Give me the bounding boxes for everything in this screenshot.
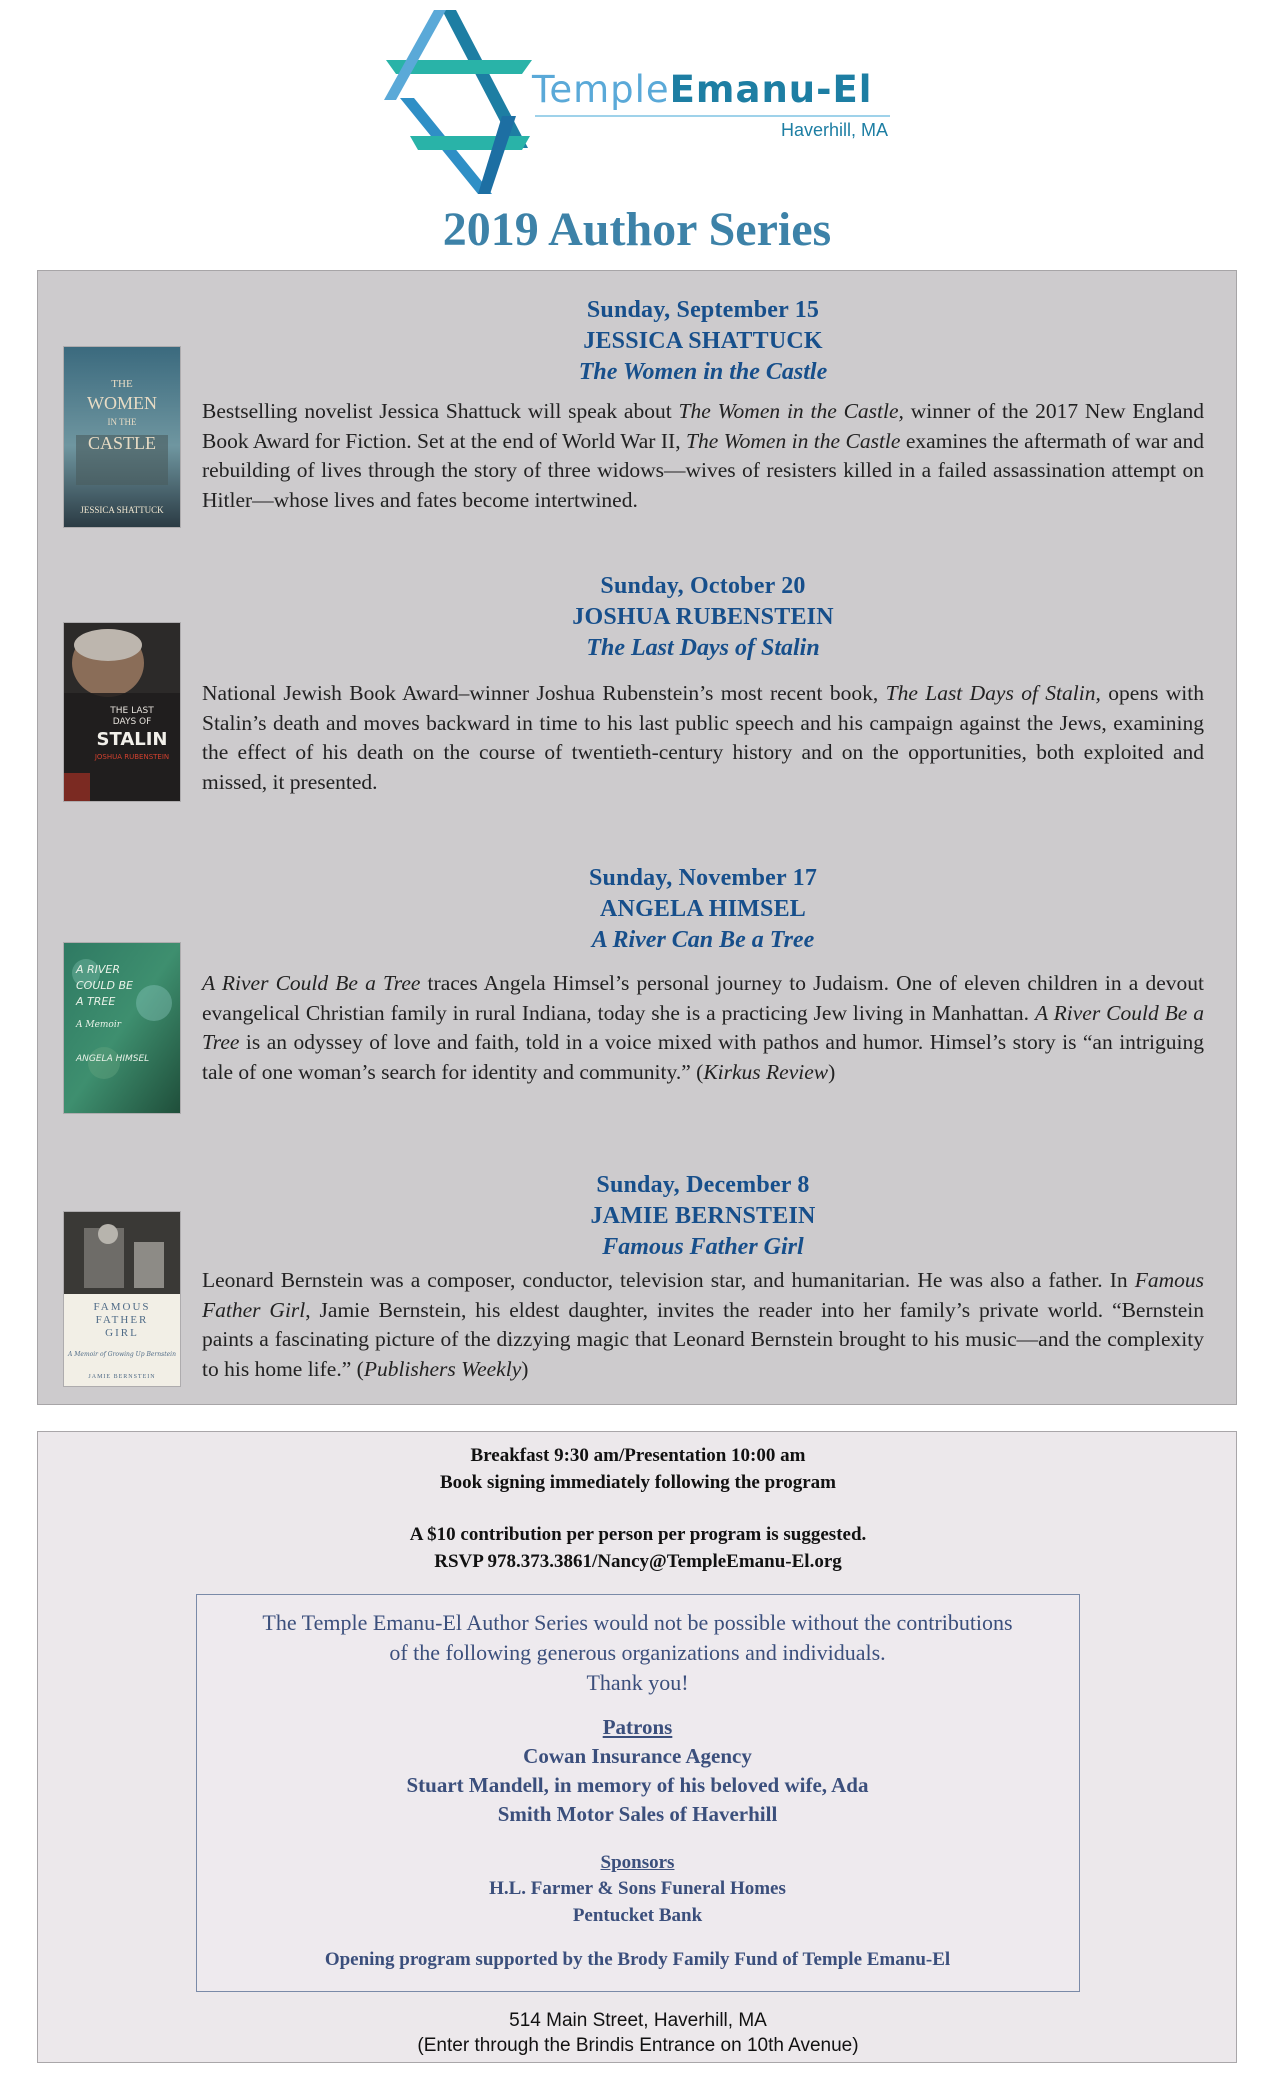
description-text: ) bbox=[828, 1059, 836, 1084]
sponsor-acknowledgement-box bbox=[196, 1594, 1080, 1992]
cover-subtitle: A Memoir of Growing Up Bernstein bbox=[68, 1351, 176, 1358]
book-cover-a-river-could-be-a-tree bbox=[64, 943, 180, 1113]
event-heading bbox=[203, 295, 1203, 388]
address-line: 514 Main Street, Haverhill, MA bbox=[509, 2010, 767, 2031]
description-text: , Jamie Bernstein, his eldest daughter, invites the reader into her family’s private world. “Bernstein paints a fascinating picture of the dizzying magic that Leonard Bernstein brought to his music—and the complexity to his home life.” ( bbox=[202, 1297, 1204, 1381]
italic-title-text: Publishers Weekly bbox=[363, 1356, 522, 1381]
sponsor-name: Pentucket Bank bbox=[572, 1905, 703, 1926]
italic-title-text: The Last Days of Stalin, bbox=[885, 681, 1101, 705]
event-book-title: Famous Father Girl bbox=[602, 1234, 804, 1260]
thanks-text: The Temple Emanu-El Author Series would not be possible without the contributions bbox=[262, 1610, 1013, 1635]
opening-program-support: Opening program supported by the Brody Family Fund of Temple Emanu-El bbox=[324, 1949, 951, 1970]
org-location: Haverhill, MA bbox=[780, 120, 888, 140]
cover-text: IN THE bbox=[107, 417, 137, 427]
event-description bbox=[202, 1266, 1204, 1384]
event-book-title: The Last Days of Stalin bbox=[586, 635, 820, 661]
sponsors-heading: Sponsors bbox=[600, 1852, 675, 1873]
cover-text: THE LAST bbox=[110, 706, 154, 716]
cover-author: JOSHUA RUBENSTEIN bbox=[94, 753, 170, 761]
book-cover-women-in-the-castle bbox=[64, 347, 180, 527]
cover-text: WOMEN bbox=[87, 393, 157, 413]
contribution-text: A $10 contribution per person per program is suggested. bbox=[409, 1524, 867, 1545]
cover-text: STALIN bbox=[96, 729, 168, 750]
event-heading bbox=[203, 571, 1203, 664]
page-title: 2019 Author Series bbox=[442, 203, 832, 256]
entrance-directions: (Enter through the Brindis Entrance on 10th Avenue) bbox=[417, 2035, 859, 2056]
description-text: is an odyssey of love and faith, told in a voice mixed with pathos and humor. Himsel’s story is “an intriguing tale of one woman’s search for identity and community.” ( bbox=[202, 1030, 1204, 1084]
description-text: traces Angela Himsel’s personal journey to Judaism. One of eleven children in a devout evangelical Christian family in rural Indiana, today she is a practicing Jew living in Manhattan. bbox=[202, 971, 1204, 1025]
event-date: Sunday, October 20 bbox=[600, 573, 806, 599]
cover-text: FATHER bbox=[95, 1314, 149, 1326]
cover-text: THE bbox=[111, 378, 133, 390]
italic-title-text: Famous Father Girl bbox=[202, 1268, 1204, 1322]
sponsor-name: H.L. Farmer & Sons Funeral Homes bbox=[489, 1878, 786, 1899]
italic-title-text: Kirkus Review bbox=[703, 1059, 829, 1084]
cover-text: GIRL bbox=[105, 1327, 139, 1339]
logo-divider bbox=[535, 115, 890, 117]
cover-subtitle: A Memoir bbox=[76, 1020, 122, 1030]
description-text: National Jewish Book Award–winner Joshua Rubenstein’s most recent book, bbox=[202, 681, 886, 705]
italic-title-text: The Women in the Castle, bbox=[678, 399, 904, 423]
rsvp-text: RSVP 978.373.3861/Nancy@TempleEmanu-El.org bbox=[434, 1551, 842, 1572]
cover-text: COULD BE bbox=[76, 979, 133, 992]
cover-text: DAYS OF bbox=[112, 717, 152, 727]
book-signing-text: Book signing immediately following the program bbox=[439, 1472, 837, 1493]
event-description bbox=[202, 969, 1204, 1087]
thanks-text: of the following generous organizations and individuals. bbox=[389, 1640, 886, 1665]
temple-star-logo-icon bbox=[382, 8, 532, 196]
book-cover-last-days-of-stalin bbox=[64, 623, 180, 801]
patron-name: Smith Motor Sales of Haverhill bbox=[497, 1802, 778, 1826]
cover-text: CASTLE bbox=[87, 433, 157, 453]
description-text: ) bbox=[521, 1356, 529, 1381]
cover-author: JAMIE BERNSTEIN bbox=[88, 1374, 156, 1380]
event-date: Sunday, September 15 bbox=[586, 297, 820, 323]
book-cover-famous-father-girl bbox=[64, 1212, 180, 1386]
events-panel bbox=[37, 270, 1237, 1405]
event-date: Sunday, December 8 bbox=[596, 1172, 810, 1198]
description-text: winner of the 2017 New England Book Award for Fiction. Set at the end of World War II, bbox=[202, 399, 1204, 453]
description-text: Bestselling novelist Jessica Shattuck will speak about bbox=[202, 399, 679, 423]
cover-author: ANGELA HIMSEL bbox=[76, 1054, 150, 1064]
thanks-text: Thank you! bbox=[586, 1670, 689, 1695]
org-name-logo-text: TempleEmanu-El bbox=[532, 68, 873, 111]
event-description bbox=[202, 679, 1204, 797]
event-date: Sunday, November 17 bbox=[588, 865, 818, 891]
description-text: examines the aftermath of war and rebuilding of lives through the story of three widows—wives of resisters killed in a failed assassination attempt on Hitler—whose lives and fates become intertwined. bbox=[202, 428, 1205, 512]
italic-title-text: The Women in the Castle bbox=[686, 428, 901, 453]
event-description bbox=[202, 397, 1204, 515]
event-author: JESSICA SHATTUCK bbox=[583, 328, 823, 354]
cover-text: FAMOUS bbox=[93, 1301, 151, 1313]
description-text: Leonard Bernstein was a composer, conductor, television star, and humanitarian. He was also a father. In bbox=[202, 1268, 1135, 1292]
event-heading bbox=[203, 863, 1203, 956]
event-book-title: The Women in the Castle bbox=[578, 359, 828, 385]
cover-text: A TREE bbox=[76, 995, 116, 1008]
italic-title-text: A River Could Be a Tree bbox=[202, 971, 421, 995]
event-heading bbox=[203, 1170, 1203, 1263]
patrons-heading: Patrons bbox=[602, 1715, 673, 1739]
patron-name: Stuart Mandell, in memory of his beloved wife, Ada bbox=[406, 1773, 869, 1797]
event-author: JOSHUA RUBENSTEIN bbox=[572, 604, 834, 630]
cover-text: A RIVER bbox=[76, 963, 121, 976]
event-author: ANGELA HIMSEL bbox=[600, 896, 806, 922]
program-info-panel bbox=[37, 1431, 1237, 2063]
description-text: opens with Stalin’s death and moves backward in time to his last public speech and his campaign against the Jews, examining the effect of his death on the course of twentieth-century history and on the opportunities, both exploited and missed, it presented. bbox=[202, 681, 1204, 794]
event-author: JAMIE BERNSTEIN bbox=[590, 1203, 816, 1229]
schedule-text: Breakfast 9:30 am/Presentation 10:00 am bbox=[470, 1445, 806, 1466]
italic-title-text: A River Could Be a Tree bbox=[202, 1000, 1204, 1054]
event-book-title: A River Can Be a Tree bbox=[591, 927, 815, 953]
patron-name: Cowan Insurance Agency bbox=[523, 1744, 752, 1768]
cover-author: JESSICA SHATTUCK bbox=[80, 505, 164, 515]
